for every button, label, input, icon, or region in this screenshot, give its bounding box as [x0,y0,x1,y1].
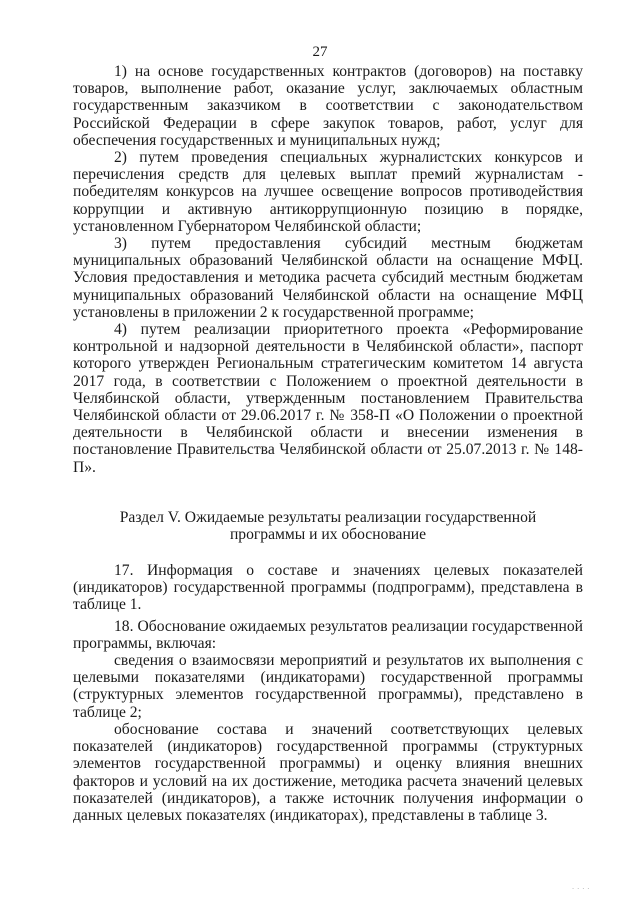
page-number: 27 [312,44,328,60]
document-body [73,63,583,824]
paragraph-item-1: 1) на основе государственных контрактов (договоров) на поставку товаров, выполнение работ, оказание услуг, заключаемых областным государственным заказчиком в соответствии с законодательством Российской Федерации в сфере закупок товаров, работ, услуг для обеспечения государственных и муниципальных нужд; [73,63,583,149]
section-heading-line-2: программы и их обоснование [229,526,427,544]
section-heading [73,509,583,544]
section-heading-line-1: Раздел V. Ожидаемые результаты реализации государственной [119,508,537,526]
paragraph-item-3: 3) путем предоставления субсидий местным бюджетам муниципальных образований Челябинской области на оснащение МФЦ. Условия предоставления и методика расчета субсидий местным бюджетам муниципальных образований Челябинской области на оснащение МФЦ установлены в приложении 2 к государственной программе; [73,235,583,321]
paragraph-item-4: 4) путем реализации приоритетного проекта «Реформирование контрольной и надзорной деятельности в Челябинской области», паспорт которого утвержден Региональным стратегическим комитетом 14 августа 2017 года, в соответствии с Положением о проектной деятельности в Челябинской области, утвержденным постановлением Правительства Челябинской области от 29.06.2017 г. № 358-П «О Положении о проектной деятельности в Челябинской области и внесении изменения в постановление Правительства Челябинской области от 25.07.2013 г. № 148-П». [73,321,583,476]
paragraph-relationship-info: сведения о взаимосвязи мероприятий и результатов их выполнения с целевыми показателями (индикаторами) государственной программы (структурных элементов государственной программы), представлено в таблице 2; [73,652,583,721]
footer-mark: · · · · [571,885,590,893]
paragraph-18: 18. Обоснование ожидаемых результатов реализации государственной программы, включая: [73,617,583,652]
paragraph-item-2: 2) путем проведения специальных журналистских конкурсов и перечисления средств для целевых выплат премий журналистам - победителям конкурсов на лучшее освещение вопросов противодействия коррупции и активную антикоррупционную позицию в порядке, установленном Губернатором Челябинской области; [73,149,583,235]
paragraph-17: 17. Информация о составе и значениях целевых показателей (индикаторов) государственной программы (подпрограмм), представлена в таблице 1. [73,562,583,614]
paragraph-justification-info: обоснование состава и значений соответствующих целевых показателей (индикаторов) государственной программы (структурных элементов государственной программы) и оценку влияния внешних факторов и условий на их достижение, методика расчета значений целевых показателей (индикаторов), а также источник получения информации о данных целевых показателях (индикаторах), представлены в таблице 3. [73,720,583,824]
